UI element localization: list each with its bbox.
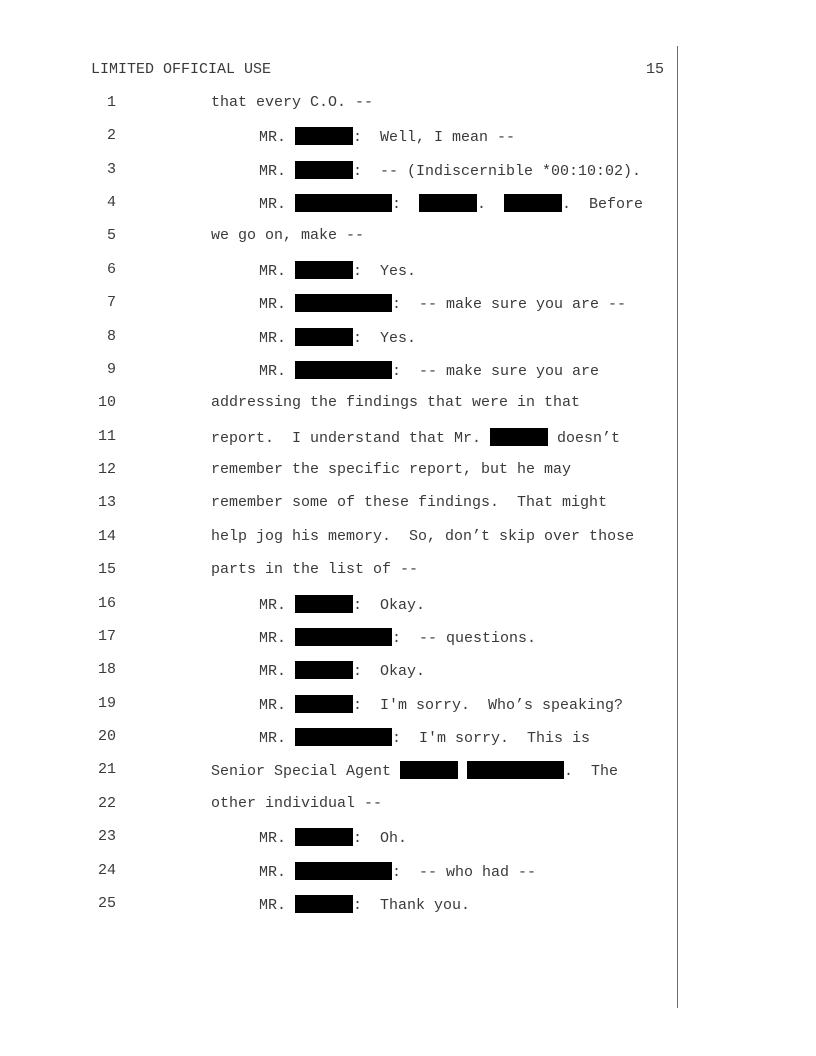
text-segment: MR. [259,129,296,147]
line-number: 19 [97,694,116,712]
text-segment: MR. [259,162,296,180]
text-segment: MR. [259,629,296,647]
text-segment: MR. [259,196,296,214]
redaction-box [295,127,353,145]
redaction-box [295,728,392,746]
text-segment: : -- make sure you are [392,362,600,380]
line-number: 18 [97,661,116,679]
line-number: 17 [97,627,116,645]
text-segment: : Yes. [353,329,417,347]
redaction-box [295,661,353,679]
redaction-box [295,194,392,212]
redaction-box [295,261,353,279]
line-text [211,494,607,511]
line-number: 20 [97,728,116,746]
line-text [211,227,364,244]
line-number: 25 [97,894,116,912]
redaction-box [295,862,392,880]
text-segment: : Okay. [353,596,426,614]
redaction-box [504,194,562,212]
text-segment: help jog his memory. So, don’t skip over those [211,527,635,545]
text-segment: : Thank you. [353,896,471,914]
redaction-box [295,695,353,713]
line-text [211,528,634,545]
text-segment: doesn’t [548,429,621,447]
text-segment: : I'm sorry. This is [392,730,591,748]
line-number: 2 [106,127,116,145]
redaction-box [419,194,477,212]
line-number: 5 [106,227,116,245]
text-segment: MR. [259,362,296,380]
line-text [211,761,618,780]
line-number: 3 [106,160,116,178]
text-segment: MR. [259,596,296,614]
text-segment: : Okay. [353,663,426,681]
line-text [259,194,643,213]
line-number: 8 [106,327,116,345]
line-text [259,728,590,747]
page-number: 15 [646,61,665,78]
line-text [259,895,470,914]
line-text [211,561,418,578]
line-number: 13 [97,494,116,512]
line-text [211,461,571,478]
line-text [259,695,623,714]
line-text [259,661,425,680]
redaction-box [400,761,458,779]
text-segment: : -- questions. [392,629,537,647]
text-segment: MR. [259,830,296,848]
line-text [211,795,382,812]
line-text [211,428,620,447]
line-text [259,261,416,280]
redaction-box [490,428,548,446]
text-segment: addressing the findings that were in that [211,394,581,412]
text-segment: MR. [259,262,296,280]
redaction-box [295,328,353,346]
text-segment: : I'm sorry. Who’s speaking? [353,696,624,714]
text-segment: : -- who had -- [392,863,537,881]
header-classification: LIMITED OFFICIAL USE [91,61,272,78]
text-segment: MR. [259,296,296,314]
redaction-box [295,828,353,846]
text-segment: : [392,196,420,214]
line-text [259,361,599,380]
line-number: 10 [97,394,116,412]
redaction-box [295,161,353,179]
text-segment: MR. [259,863,296,881]
text-segment: : -- (Indiscernible *00:10:02). [353,162,642,180]
line-text [259,328,416,347]
line-number: 1 [106,94,116,111]
redaction-box [295,294,392,312]
text-segment: that every C.O. -- [211,94,374,111]
text-segment: we go on, make -- [211,227,365,245]
line-number: 15 [97,561,116,579]
line-number: 9 [106,360,116,378]
line-number: 6 [106,260,116,278]
redaction-box [295,595,353,613]
line-number: 22 [97,794,116,812]
text-segment: parts in the list of -- [211,561,419,579]
line-number: 12 [97,461,116,479]
text-segment: report. I understand that Mr. [211,429,491,447]
line-number: 16 [97,594,116,612]
text-segment [458,763,467,780]
line-text [211,394,580,411]
line-text [259,595,425,614]
text-segment: . Before [562,196,644,214]
line-number: 14 [97,527,116,545]
line-text [259,127,515,146]
line-text [259,828,407,847]
text-segment: : -- make sure you are -- [392,296,627,314]
redaction-box [295,628,392,646]
line-number: 7 [106,294,116,312]
line-text [259,161,641,180]
margin-rule [677,46,678,1008]
text-segment: MR. [259,696,296,714]
text-segment: MR. [259,896,296,914]
line-number: 4 [106,194,116,212]
redaction-box [295,895,353,913]
line-text [259,862,536,881]
text-segment: : Well, I mean -- [353,129,516,147]
text-segment: MR. [259,663,296,681]
line-text [259,294,626,313]
text-segment: . [477,196,505,214]
text-segment: . The [564,763,619,781]
line-text [211,94,373,111]
redaction-box [295,361,392,379]
text-segment: remember some of these findings. That might [211,494,608,512]
line-number: 24 [97,861,116,879]
line-number: 23 [97,828,116,846]
text-segment: Senior Special Agent [211,763,401,781]
line-text [259,628,536,647]
text-segment: MR. [259,730,296,748]
text-segment: other individual -- [211,794,383,812]
text-segment: remember the specific report, but he may [211,461,572,479]
text-segment: MR. [259,329,296,347]
redaction-box [467,761,564,779]
line-number: 21 [97,761,116,779]
text-segment: : Yes. [353,262,417,280]
line-number: 11 [97,427,116,445]
text-segment: : Oh. [353,830,408,848]
